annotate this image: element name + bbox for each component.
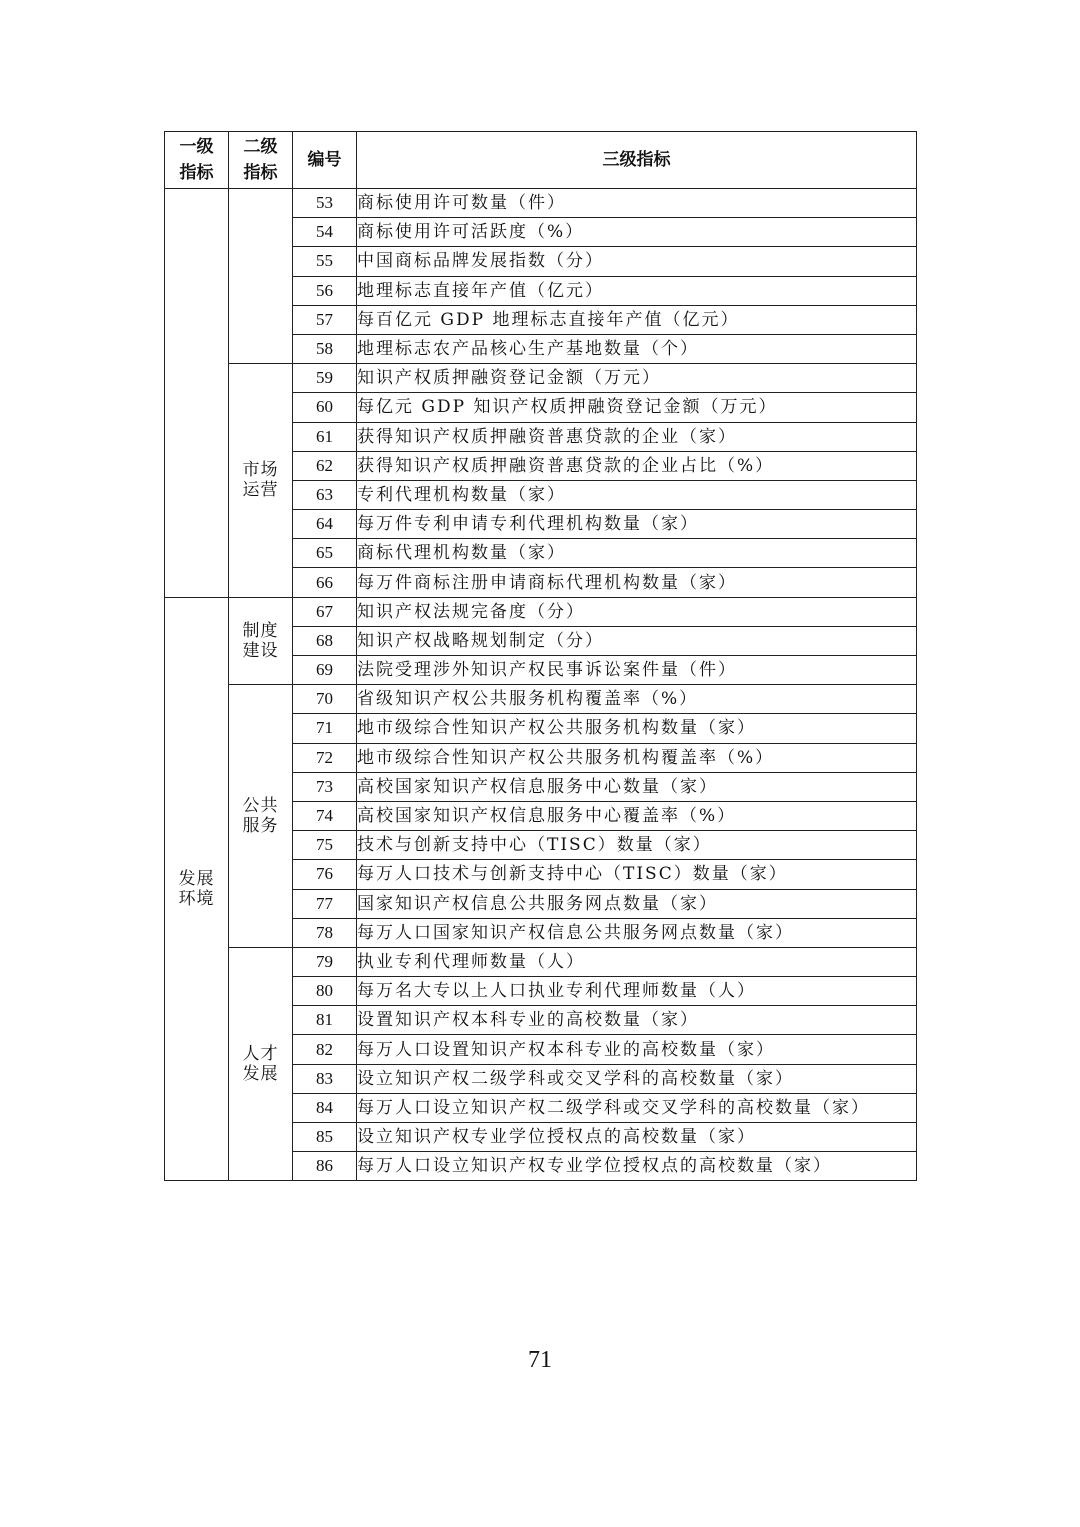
level2-label: 制度 建设 <box>242 620 279 661</box>
indicator-number: 61 <box>293 422 357 451</box>
indicator-table <box>164 131 917 1181</box>
header-level2: 二级 指标 <box>229 132 293 189</box>
indicator-name: 获得知识产权质押融资普惠贷款的企业（家） <box>357 422 917 451</box>
indicator-name: 中国商标品牌发展指数（分） <box>357 247 917 276</box>
indicator-name: 每百亿元 GDP 地理标志直接年产值（亿元） <box>357 305 917 334</box>
indicator-name: 每万人口设立知识产权二级学科或交叉学科的高校数量（家） <box>357 1093 917 1122</box>
table-header-row <box>165 132 917 189</box>
indicator-name: 每万人口设立知识产权专业学位授权点的高校数量（家） <box>357 1152 917 1181</box>
level2-cell <box>229 947 293 1181</box>
indicator-number: 57 <box>293 305 357 334</box>
indicator-name: 每万件专利申请专利代理机构数量（家） <box>357 510 917 539</box>
level1-cell <box>165 189 229 598</box>
indicator-name: 地理标志直接年产值（亿元） <box>357 276 917 305</box>
indicator-number: 55 <box>293 247 357 276</box>
level2-label: 公共 服务 <box>242 796 279 837</box>
indicator-name: 设置知识产权本科专业的高校数量（家） <box>357 1006 917 1035</box>
indicator-number: 59 <box>293 364 357 393</box>
indicator-number: 72 <box>293 743 357 772</box>
indicator-name: 每万人口技术与创新支持中心（TISC）数量（家） <box>357 860 917 889</box>
level2-label: 人才 发展 <box>242 1044 279 1085</box>
level2-cell <box>229 597 293 685</box>
indicator-name: 专利代理机构数量（家） <box>357 480 917 509</box>
indicator-name: 高校国家知识产权信息服务中心数量（家） <box>357 772 917 801</box>
indicator-name: 每万人口设置知识产权本科专业的高校数量（家） <box>357 1035 917 1064</box>
indicator-name: 知识产权法规完备度（分） <box>357 597 917 626</box>
level1-label: 发展 环境 <box>178 869 215 909</box>
indicator-number: 53 <box>293 189 357 218</box>
indicator-name: 地市级综合性知识产权公共服务机构数量（家） <box>357 714 917 743</box>
indicator-number: 58 <box>293 334 357 363</box>
level2-label: 市场 运营 <box>242 460 279 501</box>
indicator-name: 技术与创新支持中心（TISC）数量（家） <box>357 831 917 860</box>
level2-cell <box>229 189 293 364</box>
level2-cell <box>229 364 293 598</box>
header-number: 编号 <box>293 132 357 189</box>
level2-cell <box>229 685 293 948</box>
table-row <box>165 685 917 714</box>
indicator-number: 71 <box>293 714 357 743</box>
indicator-number: 79 <box>293 947 357 976</box>
indicator-name: 地市级综合性知识产权公共服务机构覆盖率（%） <box>357 743 917 772</box>
indicator-name: 地理标志农产品核心生产基地数量（个） <box>357 334 917 363</box>
indicator-name: 每亿元 GDP 知识产权质押融资登记金额（万元） <box>357 393 917 422</box>
indicator-name: 商标代理机构数量（家） <box>357 539 917 568</box>
indicator-number: 64 <box>293 510 357 539</box>
indicator-number: 84 <box>293 1093 357 1122</box>
indicator-name: 获得知识产权质押融资普惠贷款的企业占比（%） <box>357 451 917 480</box>
indicator-number: 78 <box>293 918 357 947</box>
indicator-number: 77 <box>293 889 357 918</box>
indicator-number: 62 <box>293 451 357 480</box>
indicator-name: 省级知识产权公共服务机构覆盖率（%） <box>357 685 917 714</box>
indicator-name: 法院受理涉外知识产权民事诉讼案件量（件） <box>357 656 917 685</box>
indicator-name: 设立知识产权专业学位授权点的高校数量（家） <box>357 1123 917 1152</box>
indicator-number: 68 <box>293 626 357 655</box>
table-row <box>165 189 917 218</box>
indicator-name: 商标使用许可数量（件） <box>357 189 917 218</box>
table-row <box>165 597 917 626</box>
indicator-number: 54 <box>293 218 357 247</box>
indicator-number: 56 <box>293 276 357 305</box>
indicator-number: 69 <box>293 656 357 685</box>
indicator-name: 国家知识产权信息公共服务网点数量（家） <box>357 889 917 918</box>
indicator-name: 知识产权战略规划制定（分） <box>357 626 917 655</box>
indicator-name: 知识产权质押融资登记金额（万元） <box>357 364 917 393</box>
indicator-number: 73 <box>293 772 357 801</box>
indicator-name: 商标使用许可活跃度（%） <box>357 218 917 247</box>
header-level1: 一级 指标 <box>165 132 229 189</box>
table-row <box>165 364 917 393</box>
indicator-number: 85 <box>293 1123 357 1152</box>
indicator-number: 66 <box>293 568 357 597</box>
indicator-number: 83 <box>293 1064 357 1093</box>
header-level3: 三级指标 <box>357 132 917 189</box>
indicator-number: 74 <box>293 801 357 830</box>
page-number: 71 <box>528 1347 552 1373</box>
table-row <box>165 947 917 976</box>
indicator-number: 67 <box>293 597 357 626</box>
indicator-number: 75 <box>293 831 357 860</box>
indicator-number: 82 <box>293 1035 357 1064</box>
indicator-number: 65 <box>293 539 357 568</box>
indicator-name: 设立知识产权二级学科或交叉学科的高校数量（家） <box>357 1064 917 1093</box>
indicator-number: 63 <box>293 480 357 509</box>
indicator-number: 76 <box>293 860 357 889</box>
indicator-name: 每万名大专以上人口执业专利代理师数量（人） <box>357 977 917 1006</box>
indicator-number: 60 <box>293 393 357 422</box>
level1-cell <box>165 597 229 1181</box>
indicator-number: 70 <box>293 685 357 714</box>
indicator-name: 每万人口国家知识产权信息公共服务网点数量（家） <box>357 918 917 947</box>
indicator-name: 高校国家知识产权信息服务中心覆盖率（%） <box>357 801 917 830</box>
indicator-number: 81 <box>293 1006 357 1035</box>
indicator-name: 执业专利代理师数量（人） <box>357 947 917 976</box>
indicator-number: 86 <box>293 1152 357 1181</box>
indicator-name: 每万件商标注册申请商标代理机构数量（家） <box>357 568 917 597</box>
indicator-number: 80 <box>293 977 357 1006</box>
